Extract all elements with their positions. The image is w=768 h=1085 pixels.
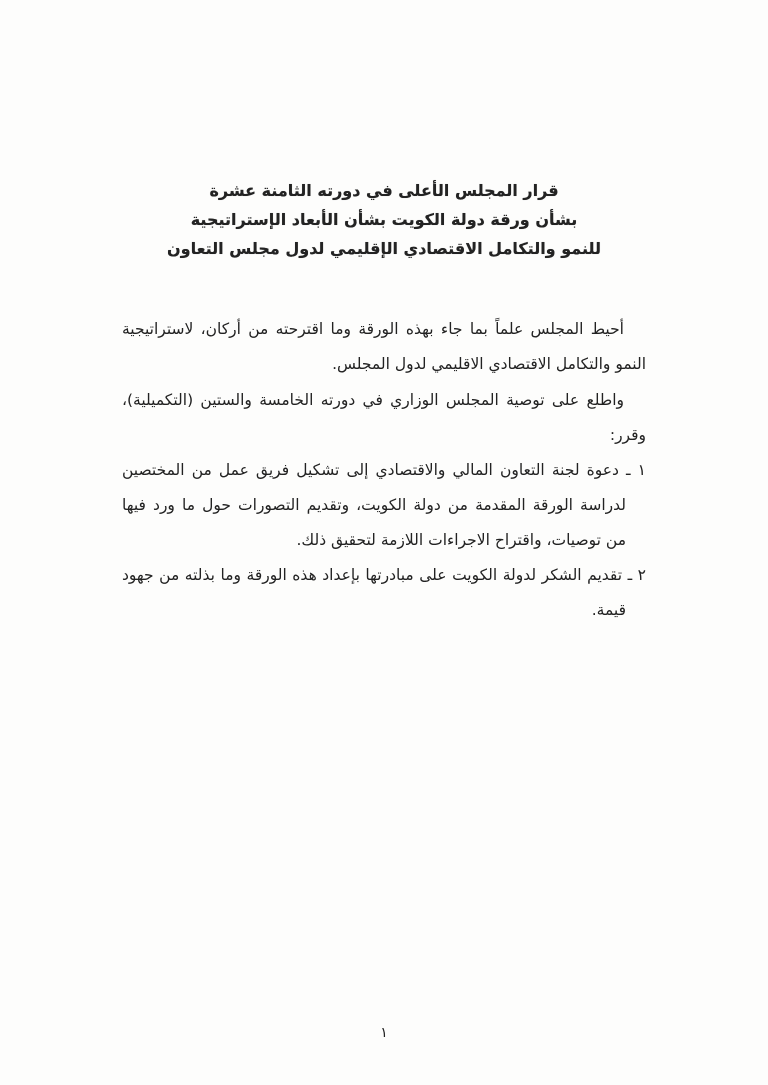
paragraph-intro: أحيط المجلس علماً بما جاء بهذه الورقة وما اقترحته من أركان، لاستراتيجية النمو والتكامل الاقتصادي الاقليمي لدول المجلس. bbox=[122, 320, 646, 373]
paragraph-recommendation: واطلع على توصية المجلس الوزاري في دورته الخامسة والستين (التكميلية)، وقرر: bbox=[122, 391, 646, 444]
title-line-3: للنمو والتكامل الاقتصادي الإقليمي لدول مجلس التعاون bbox=[166, 239, 602, 258]
decision-item-2: ٢ ـ تقديم الشكر لدولة الكويت على مبادرتها بإعداد هذه الورقة وما بذلته من جهود قيمة. bbox=[122, 566, 646, 619]
document-body bbox=[122, 312, 646, 628]
document-title bbox=[0, 176, 768, 263]
title-line-1: قرار المجلس الأعلى في دورته الثامنة عشرة bbox=[209, 181, 559, 200]
decision-item-1: ١ ـ دعوة لجنة التعاون المالي والاقتصادي إلى تشكيل فريق عمل من المختصين لدراسة الورقة المقدمة من دولة الكويت، وتقديم التصورات حول ما ورد فيها من توصيات، واقتراح الاجراءات اللازمة لتحقيق ذلك. bbox=[122, 461, 646, 549]
title-line-2: بشأن ورقة دولة الكويت بشأن الأبعاد الإستراتيجية bbox=[190, 210, 578, 229]
page-number: ١ bbox=[380, 1025, 388, 1041]
